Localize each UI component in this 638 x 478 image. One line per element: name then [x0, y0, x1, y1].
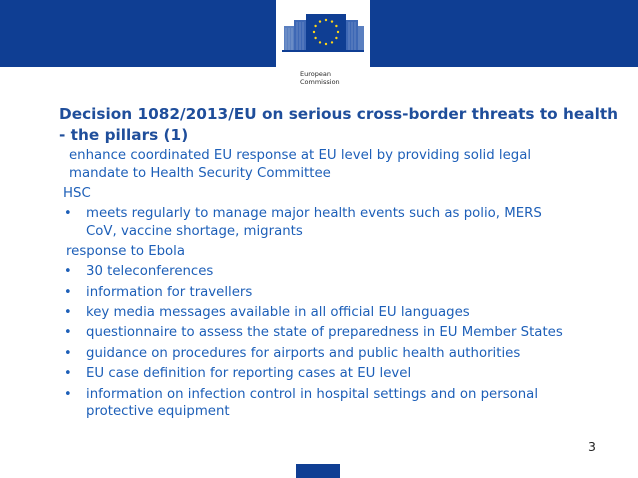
bullet-item: information for travellers [86, 285, 253, 300]
bullet-item: information on infection control in hospital settings and on personal [86, 387, 539, 402]
bullet-icon: • [64, 206, 72, 221]
bullet-item: meets regularly to manage major health events such as polio, MERS [86, 206, 542, 221]
bullet-icon: • [64, 285, 72, 300]
eu-flag-icon [296, 464, 340, 478]
bullet-item: 30 teleconferences [86, 264, 214, 279]
logo-line-commission: Commission [300, 78, 340, 86]
section-heading-ebola: response to Ebola [66, 244, 186, 259]
bullet-icon: • [64, 325, 72, 340]
bullet-icon: • [64, 264, 72, 279]
text-line: mandate to Health Security Committee [69, 166, 331, 181]
commission-wordmark [300, 70, 340, 86]
bullet-icon: • [64, 346, 72, 361]
bullet-item: questionnaire to assess the state of preparedness in EU Member States [86, 325, 563, 340]
text-line: enhance coordinated EU response at EU level by providing solid legal [69, 148, 532, 163]
bullet-icon: • [64, 387, 72, 402]
bullet-item-continuation: protective equipment [86, 404, 230, 419]
bullet-item: key media messages available in all official EU languages [86, 305, 470, 320]
commission-building-logo [280, 6, 366, 68]
slide-title: Decision 1082/2013/EU on serious cross-border threats to health - the pillars (1) [59, 105, 619, 144]
bullet-item: EU case definition for reporting cases at EU level [86, 366, 412, 381]
bullet-icon: • [64, 366, 72, 381]
page-number: 3 [588, 439, 596, 454]
bullet-item-continuation: CoV, vaccine shortage, migrants [86, 224, 303, 239]
logo-line-european: European [300, 70, 331, 78]
section-heading-hsc: HSC [63, 186, 91, 201]
bullet-item: guidance on procedures for airports and public health authorities [86, 346, 521, 361]
commission-logo [276, 0, 370, 98]
bullet-icon: • [64, 305, 72, 320]
